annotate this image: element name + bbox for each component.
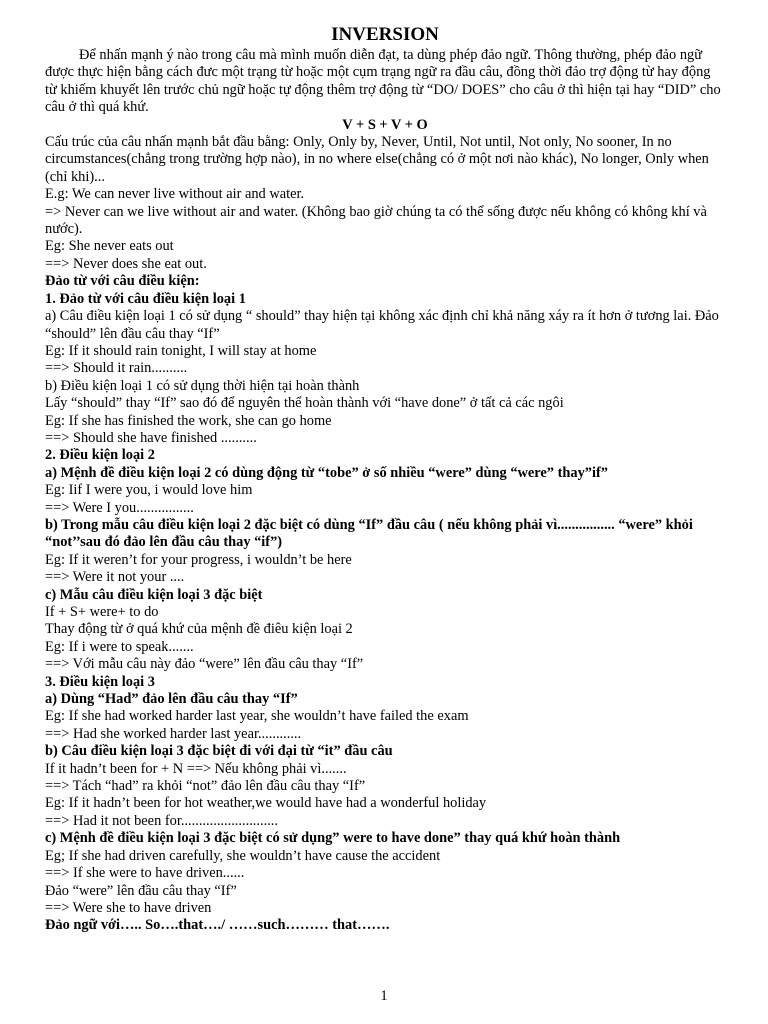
text-line: ==> Were she to have driven <box>45 899 212 916</box>
text-line: b) Điều kiện loại 1 có sử dụng thời hiện tại hoàn thành <box>45 377 360 394</box>
document-body <box>45 24 725 935</box>
text-line: Eg: If it should rain tonight, I will stay at home <box>45 342 317 359</box>
text-line: Đảo từ với câu điều kiện: <box>45 273 200 290</box>
text-line: Lấy “should” thay “If” sao đó để nguyên thể hoàn thành với “have done” ở tất cả các ngôi <box>45 395 564 412</box>
text-line: Eg: If she had worked harder last year, she wouldn’t have failed the exam <box>45 708 469 725</box>
text-line: c) Mẫu câu điều kiện loại 3 đặc biệt <box>45 586 263 603</box>
text-line: Cấu trúc của câu nhấn mạnh bắt đầu bằng: Only, Only by, Never, Until, Not until, Not only, No sooner, In no circumstances(chẳng trong trường hợp nào), in no where else(chẳng có ở một nơi nào khác), No longer, Only when (chỉ khi)... <box>45 134 709 185</box>
page-number: 1 <box>380 988 388 1004</box>
document-title: INVERSION <box>331 24 439 45</box>
text-line: Eg: If she has finished the work, she can go home <box>45 412 332 429</box>
document-lines <box>45 117 725 935</box>
text-line: If + S+ were+ to do <box>45 604 159 620</box>
text-line: ==> Should she have finished .......... <box>45 429 257 446</box>
text-line: Eg: If i were to speak....... <box>45 638 194 655</box>
text-line: ==> Had it not been for........................... <box>45 812 278 829</box>
text-line: ==> Never does she eat out. <box>45 255 207 272</box>
text-line: Eg; If she had driven carefully, she wouldn’t have cause the accident <box>45 847 441 864</box>
text-line: Đảo “were” lên đầu câu thay “If” <box>45 882 237 899</box>
text-line: V + S + V + O <box>342 116 428 133</box>
text-line: ==> Had she worked harder last year............ <box>45 725 302 742</box>
text-line: ==> Với mẫu câu này đảo “were” lên đầu câu thay “If” <box>45 656 364 673</box>
text-line: Eg: If it hadn’t been for hot weather,we would have had a wonderful holiday <box>45 795 487 812</box>
text-line: ==> If she were to have driven...... <box>45 865 245 882</box>
text-line: ==> Were I you................ <box>45 499 194 516</box>
text-line: Đảo ngữ với….. So….that…./ ……such……… that……. <box>45 917 390 934</box>
text-line: a) Mệnh đề điều kiện loại 2 có dùng động từ “tobe” ở số nhiều “were” dùng “were” thay”if” <box>45 464 608 481</box>
text-line: ==> Tách “had” ra khỏi “not” đảo lên đầu câu thay “If” <box>45 778 366 795</box>
text-line: 3. Điều kiện loại 3 <box>45 673 155 690</box>
text-line: ==> Should it rain.......... <box>45 360 188 377</box>
intro-paragraph: Để nhấn mạnh ý nào trong câu mà mình muốn diễn đạt, ta dùng phép đảo ngữ. Thông thường, phép đảo ngữ được thực hiện bằng cách đưc một trạng từ hoặc một cụm trạng ngữ ra đầu câu, đồng thời đảo trợ động từ hay động từ khiếm khuyết lên trước chủ ngữ hoặc tự động thêm trợ động từ “DO/ DOES” cho câu ở thì hiện tại hay “DID” cho câu ở thì quá khứ. <box>45 47 721 116</box>
text-line: c) Mệnh đề điều kiện loại 3 đặc biệt có sử dụng” were to have done” thay quá khứ hoàn thành <box>45 830 621 847</box>
text-line: E.g: We can never live without air and water. <box>45 186 305 203</box>
text-line: Eg: If it weren’t for your progress, i wouldn’t be here <box>45 551 352 568</box>
text-line: Eg: She never eats out <box>45 238 174 255</box>
text-line: a) Dùng “Had” đảo lên đầu câu thay “If” <box>45 691 298 708</box>
text-line: 1. Đảo từ với câu điều kiện loại 1 <box>45 290 246 307</box>
text-line: ==> Were it not your .... <box>45 569 185 586</box>
text-line: Thay động từ ở quá khứ của mệnh đề điêu kiện loại 2 <box>45 621 353 638</box>
text-line: If it hadn’t been for + N ==> Nếu không phải vì....... <box>45 760 347 777</box>
text-line: => Never can we live without air and water. (Không bao giờ chúng ta có thể sống được nếu không có không khí và nước). <box>45 203 707 238</box>
text-line: b) Câu điều kiện loại 3 đặc biệt đi với đại từ “it” đầu câu <box>45 743 393 760</box>
text-line: Eg: Iif I were you, i would love him <box>45 482 253 499</box>
text-line: 2. Điều kiện loại 2 <box>45 447 155 464</box>
text-line: a) Câu điều kiện loại 1 có sử dụng “ should” thay hiện tại không xác định chỉ khả năng xáy ra ít hơn ở tương lai. Đảo “should” lên đầu câu thay “If” <box>45 308 719 342</box>
text-line: b) Trong mẫu câu điều kiện loại 2 đặc biệt có dùng “If” đầu câu ( nếu không phải vì................ “were” khỏi “not’’sau đó đảo lên đầu câu thay “if”) <box>45 516 693 551</box>
